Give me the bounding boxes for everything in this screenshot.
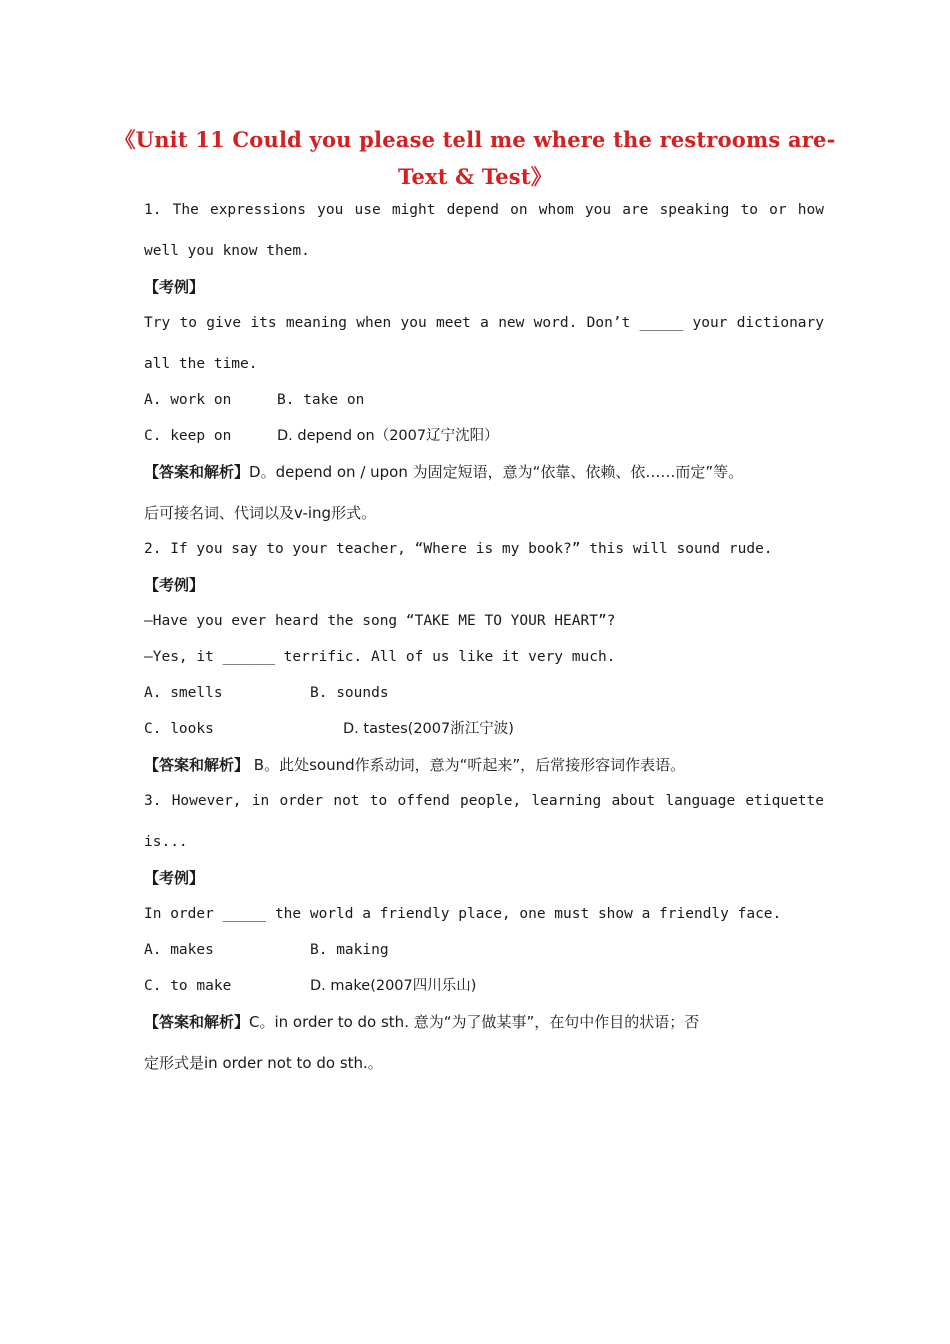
item-1-example-label: 【考例】 — [144, 278, 205, 296]
item-2-option-a: A. smells — [144, 685, 223, 701]
item-2-answer-label: 【答案和解析】 — [144, 756, 250, 774]
item-2-option-c: C. looks — [144, 721, 214, 737]
item-3-option-c: C. to make — [144, 978, 232, 994]
document-title-line-1: 《Unit 11 Could you please tell me where the restrooms are- — [114, 127, 836, 152]
item-2-option-b: B. sounds — [310, 685, 389, 701]
item-1-question-line-2: all the time. — [144, 356, 258, 372]
item-2-option-d: D. tastes(2007浙江宁波) — [343, 721, 514, 737]
item-3-option-a: A. makes — [144, 942, 214, 958]
item-3-answer-label: 【答案和解析】 — [144, 1013, 250, 1031]
document-title-line-2: Text & Test》 — [398, 164, 552, 189]
item-1-sentence-line-2: well you know them. — [144, 243, 310, 259]
item-3-answer-line-2: 定形式是in order not to do sth.。 — [144, 1054, 383, 1072]
item-3-option-d: D. make(2007四川乐山) — [310, 978, 477, 994]
item-2-question-line-2: —Yes, it ______ terrific. All of us like it very much. — [144, 649, 616, 665]
item-3-answer-text: C。in order to do sth. 意为“为了做某事”，在句中作目的状语；否 — [249, 1013, 700, 1031]
item-3-answer-line-1 — [144, 1012, 824, 1033]
item-1-answer-line-2: 后可接名词、代词以及v-ing形式。 — [144, 504, 377, 522]
item-1-option-c: C. keep on — [144, 428, 232, 444]
item-1-answer-text: D。depend on / upon 为固定短语，意为“依靠、依赖、依……而定”等。 — [249, 463, 744, 481]
item-2-sentence-line-1: 2. If you say to your teacher, “Where is my book?” this will sound rude. — [144, 541, 773, 557]
item-3-example-label: 【考例】 — [144, 869, 205, 887]
item-1-option-b: B. take on — [277, 392, 365, 408]
item-1-option-a: A. work on — [144, 392, 232, 408]
item-3-option-b: B. making — [310, 942, 389, 958]
item-2-answer-text: B。此处sound作系动词，意为“听起来”，后常接形容词作表语。 — [249, 756, 686, 774]
item-2-example-label: 【考例】 — [144, 576, 205, 594]
item-1-sentence-line-1: 1. The expressions you use might depend on whom you are speaking to or how — [144, 202, 824, 218]
item-1-answer-label: 【答案和解析】 — [144, 463, 250, 481]
item-1-answer-line-1 — [144, 462, 824, 483]
item-3-question-line-1: In order _____ the world a friendly place, one must show a friendly face. — [144, 906, 782, 922]
item-3-sentence-line-1: 3. However, in order not to offend people, learning about language etiquette — [144, 793, 824, 809]
item-3-sentence-line-2: is... — [144, 834, 188, 850]
item-2-question-line-1: —Have you ever heard the song “TAKE ME TO YOUR HEART”? — [144, 613, 616, 629]
item-1-option-d: D. depend on（2007辽宁沈阳） — [277, 428, 499, 444]
item-2-answer-line-1 — [144, 755, 824, 776]
item-1-question-line-1: Try to give its meaning when you meet a new word. Don’t _____ your dictionary — [144, 315, 824, 331]
